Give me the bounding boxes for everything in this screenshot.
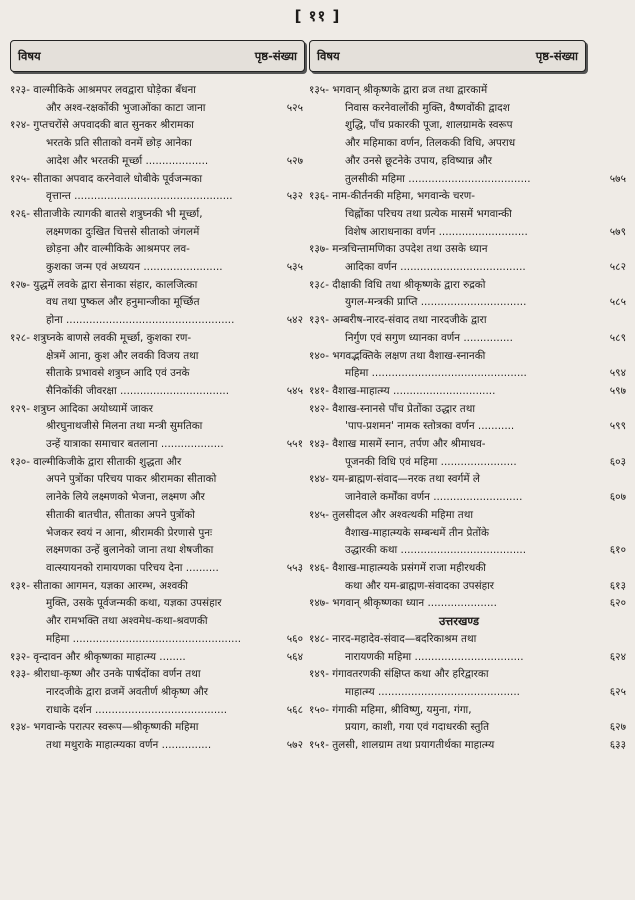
- toc-entry-page: ५७२: [286, 739, 303, 752]
- toc-entry: [309, 666, 626, 701]
- toc-entry-line: १४१- वैशाख-माहात्म्य ...............................: [309, 384, 496, 397]
- toc-entry-line: १३९- अम्बरीष-नारद-संवाद तथा नारदजीके द्वारा: [309, 314, 487, 327]
- toc-entry-line: आदेश और भरतकी मूर्च्छा ...................: [46, 154, 209, 167]
- toc-entry: [309, 471, 626, 506]
- toc-entry: [10, 330, 305, 401]
- toc-entry: [10, 719, 305, 754]
- toc-entry-line: अपने पुत्रोंका परिचय पाकर श्रीरामका सीताको: [46, 473, 217, 486]
- toc-entry-line: कथा और यम-ब्राह्मण-संवादका उपसंहार: [345, 579, 495, 592]
- toc-entry-page: ५८९: [609, 331, 626, 344]
- toc-entry-line: निवास करनेवालोंकी मुक्ति, वैष्णवोंकी द्वादश: [345, 101, 510, 114]
- toc-entry-line: वात्स्यायनको रामायणका परिचय देना ..........: [46, 561, 219, 574]
- toc-entry-line: १४२- वैशाख-स्नानसे पाँच प्रेतोंका उद्धार तथा: [309, 402, 476, 415]
- toc-entry-line: 'पाप-प्रशमन' नामक स्तोत्रका वर्णन ...........: [345, 420, 515, 433]
- toc-entry-line: १४७- भगवान् श्रीकृष्णका ध्यान .....................: [309, 597, 497, 610]
- left-entry-list: [10, 82, 305, 755]
- toc-entry-page: ६१३: [609, 579, 626, 592]
- toc-entry-line: भरतके प्रति सीताको वनमें छोड़ आनेका: [46, 137, 192, 150]
- toc-entry-page: ५२७: [286, 154, 303, 167]
- toc-entry-line: महिमा ...............................................: [345, 367, 527, 380]
- toc-entry-page: ५९९: [609, 420, 626, 433]
- toc-entry-page: ५६४: [286, 650, 303, 663]
- toc-entry-line: भेजकर स्वयं न आना, श्रीरामकी प्रेरणासे पुनः: [46, 526, 213, 539]
- toc-entry-line: वृत्तान्त ................................................: [46, 190, 233, 203]
- toc-entry-line: वध तथा पुष्कल और हनुमान्जीका मूर्च्छित: [46, 296, 200, 309]
- toc-entry-line: नारदजीके द्वारा व्रजमें अवतीर्ण श्रीकृष्ण और: [46, 685, 209, 698]
- toc-entry-line: १३२- वृन्दावन और श्रीकृष्णका माहात्म्य ........: [10, 650, 186, 663]
- toc-entry-page: ६०३: [609, 455, 626, 468]
- right-column: [309, 40, 626, 755]
- toc-entry: [309, 560, 626, 595]
- toc-entry: [309, 348, 626, 383]
- toc-entry: [10, 666, 305, 719]
- toc-entry-line: श्रीरघुनाथजीसे मिलना तथा मन्त्री सुमतिका: [46, 420, 203, 433]
- toc-entry-page: ५५३: [286, 561, 303, 574]
- toc-entry-line: १४३- वैशाख मासमें स्नान, तर्पण और श्रीमाधव-: [309, 438, 486, 451]
- toc-entry-line: और अश्व-रक्षकोंकी भुजाओंका काटा जाना: [46, 101, 206, 114]
- toc-entry-line: १३७- मन्त्रचिन्तामणिका उपदेश तथा उसके ध्यान: [309, 243, 488, 256]
- toc-entry: [10, 171, 305, 206]
- toc-entry-line: और महिमाका वर्णन, तिलककी विधि, अपराध: [345, 137, 516, 150]
- toc-entry: [309, 702, 626, 737]
- toc-entry-line: १३१- सीताका आगमन, यज्ञका आरम्भ, अश्वकी: [10, 579, 188, 592]
- left-column: [10, 40, 305, 755]
- toc-entry: [10, 401, 305, 454]
- page-count-heading: पृष्ठ-संख्या: [254, 48, 297, 63]
- toc-entry-line: जानेवाले कर्मोंका वर्णन ...........................: [345, 491, 523, 504]
- toc-entry-line: १३६- नाम-कीर्तनकी महिमा, भगवान्के चरण-: [309, 190, 476, 203]
- toc-entry-line: राधाके दर्शन ........................................: [46, 703, 228, 716]
- toc-entry-line: १४८- नारद-महादेव-संवाद—बदरिकाश्रम तथा: [309, 632, 477, 645]
- right-entry-list-2: [309, 631, 626, 755]
- toc-entry-line: १२८- शत्रुघ्नके बाणसे लवकी मूर्च्छा, कुशका रण-: [10, 331, 192, 344]
- toc-entry-line: १३०- वाल्मीकिजीके द्वारा सीताकी शुद्धता और: [10, 455, 182, 468]
- page-count-heading: पृष्ठ-संख्या: [535, 48, 578, 63]
- subject-heading: विषय: [18, 48, 41, 63]
- toc-entry-line: विशेष आराधनाका वर्णन ...........................: [345, 225, 528, 238]
- toc-entry: [309, 436, 626, 471]
- toc-entry-line: क्षेत्रमें आना, कुश और लवकी विजय तथा: [46, 349, 199, 362]
- toc-entry: [309, 82, 626, 188]
- toc-entry-line: १३४- भगवान्के परात्पर स्वरूप—श्रीकृष्णकी महिमा: [10, 721, 199, 734]
- toc-entry-line: छोड़ना और वाल्मीकिके आश्रमपर लव-: [46, 243, 190, 256]
- toc-entry-page: ६३३: [609, 739, 626, 752]
- toc-entry-line: १४०- भगवद्भक्तिके लक्षण तथा वैशाख-स्नानकी: [309, 349, 486, 362]
- toc-entry-line: उद्धारकी कथा ......................................: [345, 544, 527, 557]
- toc-entry: [10, 578, 305, 649]
- toc-entry: [309, 401, 626, 436]
- toc-entry-line: १३८- दीक्षाकी विधि तथा श्रीकृष्णके द्वारा रुद्रको: [309, 278, 486, 291]
- toc-entry-line: लक्ष्मणका उन्हें बुलानेको जाना तथा शेषजीका: [46, 544, 214, 557]
- toc-entry: [10, 649, 305, 667]
- toc-entry-page: ६२७: [609, 721, 626, 734]
- toc-entry-line: होना ...................................................: [46, 314, 235, 327]
- toc-entry-line: लक्ष्मणका दुःखित चित्तसे सीताको जंगलमें: [46, 225, 200, 238]
- toc-entry: [309, 241, 626, 276]
- toc-entry-line: १५०- गंगाकी महिमा, श्रीविष्णु, यमुना, गंगा,: [309, 703, 472, 716]
- toc-entry-line: १४६- वैशाख-माहात्म्यके प्रसंगमें राजा महीरथकी: [309, 561, 486, 574]
- toc-entry-line: १२९- शत्रुघ्न आदिका अयोध्यामें जाकर: [10, 402, 154, 415]
- toc-entry-page: ५९७: [609, 384, 626, 397]
- toc-entry-line: और रामभक्ति तथा अश्वमेध-कथा-श्रवणकी: [46, 615, 208, 628]
- toc-entry-line: १४५- तुलसीदल और अश्वत्थकी महिमा तथा: [309, 508, 474, 521]
- left-table-header: [10, 40, 305, 72]
- toc-entry-line: युगल-मन्त्रकी प्राप्ति ................................: [345, 296, 527, 309]
- toc-entry: [309, 277, 626, 312]
- toc-entry-line: १४४- यम-ब्राह्मण-संवाद—नरक तथा स्वर्गमें ले: [309, 473, 480, 486]
- toc-entry-page: ६१०: [609, 544, 626, 557]
- toc-entry-line: पूजनकी विधि एवं महिमा .......................: [345, 455, 517, 468]
- toc-entry-line: वैशाख-माहात्म्यके सम्बन्धमें तीन प्रेतोंके: [345, 526, 490, 539]
- toc-entry-line: तथा मथुराके माहात्म्यका वर्णन ...............: [46, 739, 212, 752]
- toc-entry-line: और उनसे छूटनेके उपाय, हविष्यान्न और: [345, 154, 492, 167]
- toc-entry-page: ६२५: [609, 685, 626, 698]
- toc-entry: [309, 188, 626, 241]
- toc-entry-line: १२५- सीताका अपवाद करनेवाले धोबीके पूर्वजन्मका: [10, 172, 203, 185]
- toc-entry: [309, 595, 626, 613]
- toc-entry-line: १२३- वाल्मीकिके आश्रमपर लवद्वारा घोड़ेका बँधना: [10, 84, 196, 96]
- toc-entry-page: ५८२: [609, 261, 626, 274]
- toc-entry-line: माहात्म्य ...........................................: [345, 685, 520, 698]
- toc-entry-page: ५२५: [286, 101, 303, 114]
- toc-entry: [10, 82, 305, 117]
- page-number: [ ११ ]: [294, 7, 341, 25]
- toc-entry-page: ६०७: [609, 491, 626, 504]
- toc-entry: [10, 454, 305, 578]
- toc-entry: [10, 117, 305, 170]
- toc-entry-page: ५७५: [609, 172, 626, 185]
- right-table-header: [309, 40, 586, 72]
- toc-entry-page: ५६०: [286, 632, 303, 645]
- toc-entry-line: १३५- भगवान् श्रीकृष्णके द्वारा व्रज तथा द्वारकामें: [309, 84, 488, 96]
- toc-entry: [309, 631, 626, 666]
- toc-entry-line: १४९- गंगावतरणकी संक्षिप्त कथा और हरिद्वारका: [309, 668, 489, 681]
- toc-entry-line: निर्गुण एवं सगुण ध्यानका वर्णन ...............: [345, 331, 513, 344]
- toc-entry-page: ५५१: [286, 438, 303, 451]
- toc-entry-line: मुक्ति, उसके पूर्वजन्मकी कथा, यज्ञका उपसंहार: [46, 597, 222, 610]
- toc-entry-line: आदिका वर्णन ......................................: [345, 261, 526, 274]
- toc-entry-line: शुद्धि, पाँच प्रकारकी पूजा, शालग्रामके स्वरूप: [345, 119, 513, 132]
- toc-entry-page: ६२४: [609, 650, 626, 663]
- toc-entry-page: ५७९: [609, 225, 626, 238]
- toc-entry-line: १२४- गुप्तचरोंसे अपवादकी बात सुनकर श्रीरामका: [10, 119, 194, 132]
- toc-entry-page: ५३२: [286, 190, 303, 203]
- toc-entry-page: ५४२: [286, 314, 303, 327]
- toc-entry: [309, 507, 626, 560]
- toc-entry: [10, 277, 305, 330]
- right-entry-list: [309, 82, 626, 613]
- toc-entry-line: उन्हें यात्राका समाचार बतलाना ...................: [46, 438, 224, 451]
- toc-entry: [309, 312, 626, 347]
- toc-entry-line: १५१- तुलसी, शालग्राम तथा प्रयागतीर्थका माहात्म्य: [309, 739, 495, 752]
- toc-entry-page: ५६८: [286, 703, 303, 716]
- toc-entry-page: ५९४: [609, 367, 626, 380]
- toc-entry-line: सीताके प्रभावसे शत्रुघ्न आदि एवं उनके: [46, 367, 190, 380]
- subject-heading: विषय: [317, 48, 340, 63]
- toc-entry-line: चिह्नोंका परिचय तथा प्रत्येक मासमें भगवान्की: [345, 207, 512, 220]
- toc-entry-line: १२७- युद्धमें लवके द्वारा सेनाका संहार, कालजित्का: [10, 278, 198, 291]
- toc-entry-line: १३३- श्रीराधा-कृष्ण और उनके पार्षदोंका वर्णन तथा: [10, 668, 201, 681]
- toc-entry-line: नारायणकी महिमा .................................: [345, 650, 524, 663]
- toc-entry-page: ५४५: [286, 384, 303, 397]
- toc-entry-page: ५८५: [609, 296, 626, 309]
- toc-entry-line: तुलसीकी महिमा .....................................: [345, 172, 531, 185]
- section-heading-uttarakhand: उत्तरखण्ड: [439, 614, 479, 629]
- toc-entry-page: ६२०: [609, 597, 626, 610]
- toc-entry: [10, 206, 305, 277]
- toc-entry-page: ५३५: [286, 261, 303, 274]
- toc-entry-line: सीताकी बातचीत, सीताका अपने पुत्रोंको: [46, 508, 195, 521]
- toc-entry: [309, 383, 626, 401]
- toc-entry-line: सैनिकोंकी जीवरक्षा .................................: [46, 384, 229, 397]
- toc-entry: [309, 737, 626, 755]
- toc-entry-line: १२६- सीताजीके त्यागकी बातसे शत्रुघ्नकी भी मूर्च्छा,: [10, 207, 203, 220]
- toc-entry-line: प्रयाग, काशी, गया एवं गदाधरकी स्तुति: [345, 721, 490, 734]
- toc-entry-line: महिमा ...................................................: [46, 632, 242, 645]
- toc-entry-line: लानेके लिये लक्ष्मणको भेजना, लक्ष्मण और: [46, 491, 205, 504]
- toc-entry-line: कुशका जन्म एवं अध्ययन ........................: [46, 261, 223, 274]
